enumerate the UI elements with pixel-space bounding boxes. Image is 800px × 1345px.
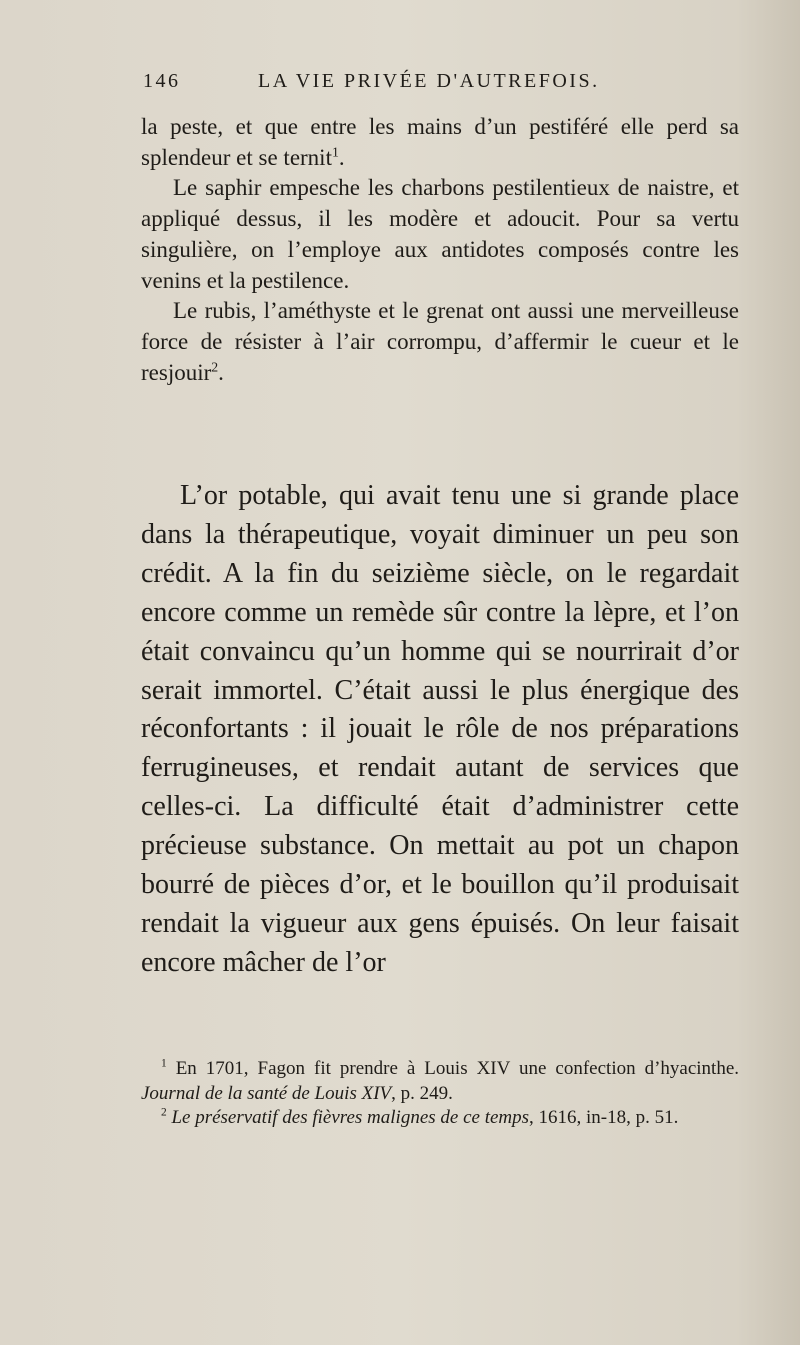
- paragraph-rubis: Le rubis, l’améthyste et le grenat ont aussi une merveilleuse force de résister à l’air corrompu, d’affermir le cueur et le resjouir$^2$.: [141, 298, 739, 385]
- running-title: LA VIE PRIVÉE D'AUTREFOIS.: [258, 70, 600, 92]
- footnote-ref-1: 1: [331, 144, 339, 160]
- page-number: 146: [143, 70, 181, 92]
- footnote-1: $^1$ En 1701, Fagon fit prendre à Louis XIV une confection d’hyacinthe. Journal de la santé de Louis XIV, p. 249.: [141, 1057, 740, 1104]
- footnote-ref-2: 2: [211, 358, 219, 374]
- footnotes: [141, 1057, 739, 1131]
- page-header: [143, 70, 663, 100]
- paragraph-or-potable: L’or potable, qui avait tenu une si grande place dans la thérapeutique, voyait diminuer un peu son crédit. A la fin du seizième siècle, on le regardait encore comme un remède sûr contre la lèpre, et l’on était convaincu qu’un homme qui se nourrirait d’or serait immortel. C’était aussi le plus énergique des réconfortants : il jouait le rôle de nos préparations ferrugineuses, et rendait autant de services que celles-ci. La difficulté était d’administrer cette précieuse substance. On mettait au pot un chapon bourré de pièces d’or, et le bouillon qu’il produisait rendait la vigueur aux gens épuisés. On leur faisait encore mâcher de l’or: [141, 480, 739, 978]
- paragraph-continued: la peste, et que entre les mains d’un pestiféré elle perd sa splendeur et se ternit$^1$.: [141, 114, 739, 170]
- footnote-2: $^2$ Le préservatif des fièvres malignes de ce temps, 1616, in-18, p. 51.: [161, 1106, 679, 1128]
- body-text-lower: [141, 477, 739, 983]
- body-text-upper: [141, 112, 739, 388]
- paragraph-saphir: Le saphir empesche les charbons pestilentieux de naistre, et appliqué dessus, il les modère et adoucit. Pour sa vertu singulière, on l’employe aux antidotes composés contre les venins et la pestilence.: [141, 175, 739, 293]
